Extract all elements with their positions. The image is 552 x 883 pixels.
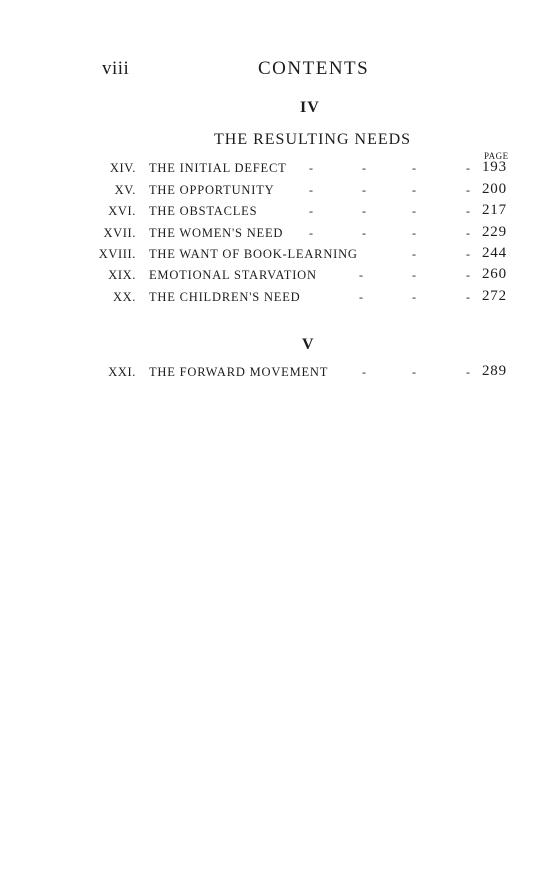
toc-entry-xiv[interactable] <box>0 161 552 181</box>
leader-dash: - <box>309 204 313 218</box>
leader-dash: - <box>466 204 470 218</box>
leader-dash: - <box>412 161 416 175</box>
leader-dash: - <box>359 290 363 304</box>
chapter-page: 200 <box>482 181 507 197</box>
toc-entry-xx[interactable] <box>0 290 552 310</box>
leader-dash: - <box>412 247 416 261</box>
leader-dash: - <box>466 247 470 261</box>
part-number-v: V <box>302 336 315 353</box>
part-title-iv: THE RESULTING NEEDS <box>214 131 412 148</box>
page-number: viii <box>102 58 130 79</box>
leader-dash: - <box>362 365 366 379</box>
running-title: CONTENTS <box>258 58 370 79</box>
leader-dash: - <box>309 226 313 240</box>
chapter-numeral: XVI. <box>108 204 136 218</box>
chapter-title: THE FORWARD MOVEMENT <box>149 365 329 379</box>
leader-dash: - <box>412 365 416 379</box>
chapter-numeral: XX. <box>113 290 136 304</box>
chapter-page: 229 <box>482 224 507 240</box>
leader-dash: - <box>362 183 366 197</box>
chapter-title: THE OBSTACLES <box>149 204 258 218</box>
leader-dash: - <box>466 161 470 175</box>
leader-dash: - <box>412 183 416 197</box>
leader-dash: - <box>466 226 470 240</box>
toc-entry-xix[interactable] <box>0 268 552 288</box>
chapter-numeral: XIV. <box>109 161 136 175</box>
chapter-title: THE OPPORTUNITY <box>149 183 275 197</box>
toc-entry-xv[interactable] <box>0 183 552 203</box>
leader-dash: - <box>362 204 366 218</box>
leader-dash: - <box>309 183 313 197</box>
toc-entry-xviii[interactable] <box>0 247 552 267</box>
part-number-iv: IV <box>300 99 320 116</box>
chapter-numeral: XVIII. <box>98 247 136 261</box>
chapter-numeral: XXI. <box>108 365 136 379</box>
toc-entry-xxi[interactable] <box>0 365 552 385</box>
chapter-numeral: XV. <box>114 183 136 197</box>
chapter-page: 289 <box>482 363 507 379</box>
leader-dash: - <box>412 290 416 304</box>
leader-dash: - <box>466 365 470 379</box>
chapter-title: EMOTIONAL STARVATION <box>149 268 317 282</box>
chapter-title: THE WOMEN'S NEED <box>149 226 284 240</box>
chapter-page: 244 <box>482 245 507 261</box>
leader-dash: - <box>466 268 470 282</box>
chapter-page: 193 <box>482 159 507 175</box>
leader-dash: - <box>412 204 416 218</box>
chapter-title: THE WANT OF BOOK-LEARNING <box>149 247 358 261</box>
leader-dash: - <box>412 268 416 282</box>
leader-dash: - <box>362 226 366 240</box>
chapter-page: 260 <box>482 266 507 282</box>
chapter-page: 272 <box>482 288 507 304</box>
running-head <box>0 58 552 82</box>
chapter-page: 217 <box>482 202 507 218</box>
chapter-numeral: XVII. <box>103 226 136 240</box>
leader-dash: - <box>362 161 366 175</box>
chapter-title: THE INITIAL DEFECT <box>149 161 287 175</box>
chapter-numeral: XIX. <box>108 268 136 282</box>
chapter-title: THE CHILDREN'S NEED <box>149 290 301 304</box>
toc-entry-xvi[interactable] <box>0 204 552 224</box>
leader-dash: - <box>359 268 363 282</box>
leader-dash: - <box>466 183 470 197</box>
page-column-label: PAGE <box>484 151 509 161</box>
leader-dash: - <box>412 226 416 240</box>
leader-dash: - <box>309 161 313 175</box>
toc-entry-xvii[interactable] <box>0 226 552 246</box>
leader-dash: - <box>466 290 470 304</box>
